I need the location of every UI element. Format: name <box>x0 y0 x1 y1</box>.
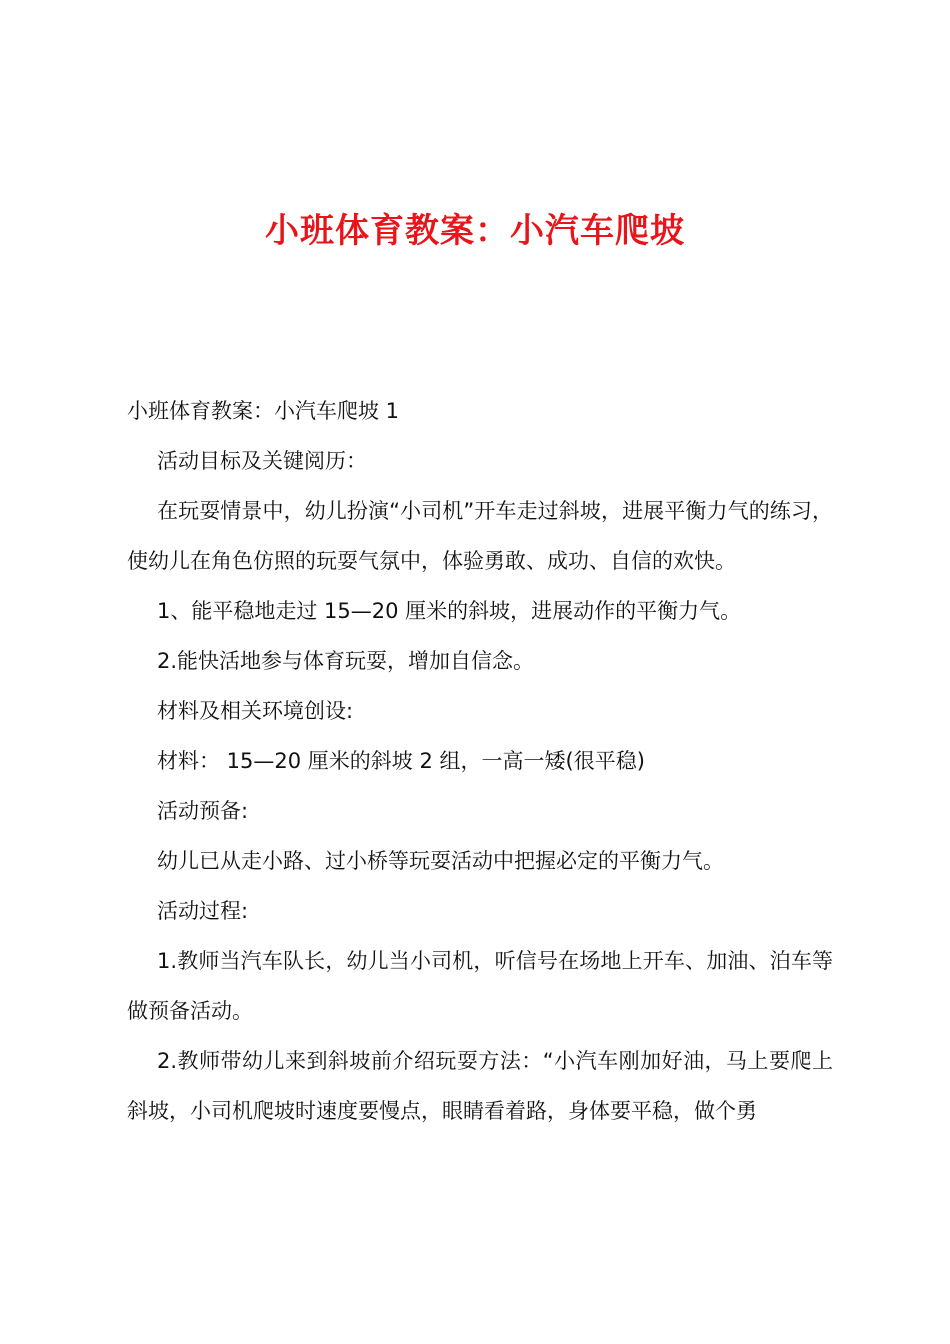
paragraph-process-heading: 活动过程: <box>157 899 249 923</box>
section-heading: 小班体育教案：小汽车爬坡 1 <box>127 399 400 423</box>
paragraph-preparation: 幼儿已从走小路、过小桥等玩耍活动中把握必定的平衡力气。 <box>157 849 724 873</box>
paragraph-materials-heading: 材料及相关环境创设: <box>157 699 354 723</box>
paragraph-process-step-1: 1.教师当汽车队长，幼儿当小司机，听信号在场地上开车、加油、泊车等做预备活动。 <box>127 949 833 1023</box>
paragraph-goals-heading: 活动目标及关键阅历： <box>157 449 367 473</box>
document-body <box>127 386 833 1136</box>
paragraph-goal-1: 1、能平稳地走过 15—20 厘米的斜坡，进展动作的平衡力气。 <box>157 599 742 623</box>
paragraph-goal-2: 2.能快活地参与体育玩耍，增加自信念。 <box>157 649 535 673</box>
paragraph-intro: 在玩耍情景中，幼儿扮演“小司机”开车走过斜坡，进展平衡力气的练习，使幼儿在角色仿照的玩耍气氛中，体验勇敢、成功、自信的欢快。 <box>127 499 833 573</box>
paragraph-preparation-heading: 活动预备: <box>157 799 249 823</box>
paragraph-materials: 材料： 15—20 厘米的斜坡 2 组，一高一矮(很平稳) <box>157 749 645 773</box>
document-title: 小班体育教案：小汽车爬坡 <box>265 211 685 251</box>
paragraph-process-step-2: 2.教师带幼儿来到斜坡前介绍玩耍方法：“小汽车刚加好油，马上要爬上斜坡，小司机爬坡时速度要慢点，眼睛看着路，身体要平稳，做个勇 <box>127 1049 833 1123</box>
